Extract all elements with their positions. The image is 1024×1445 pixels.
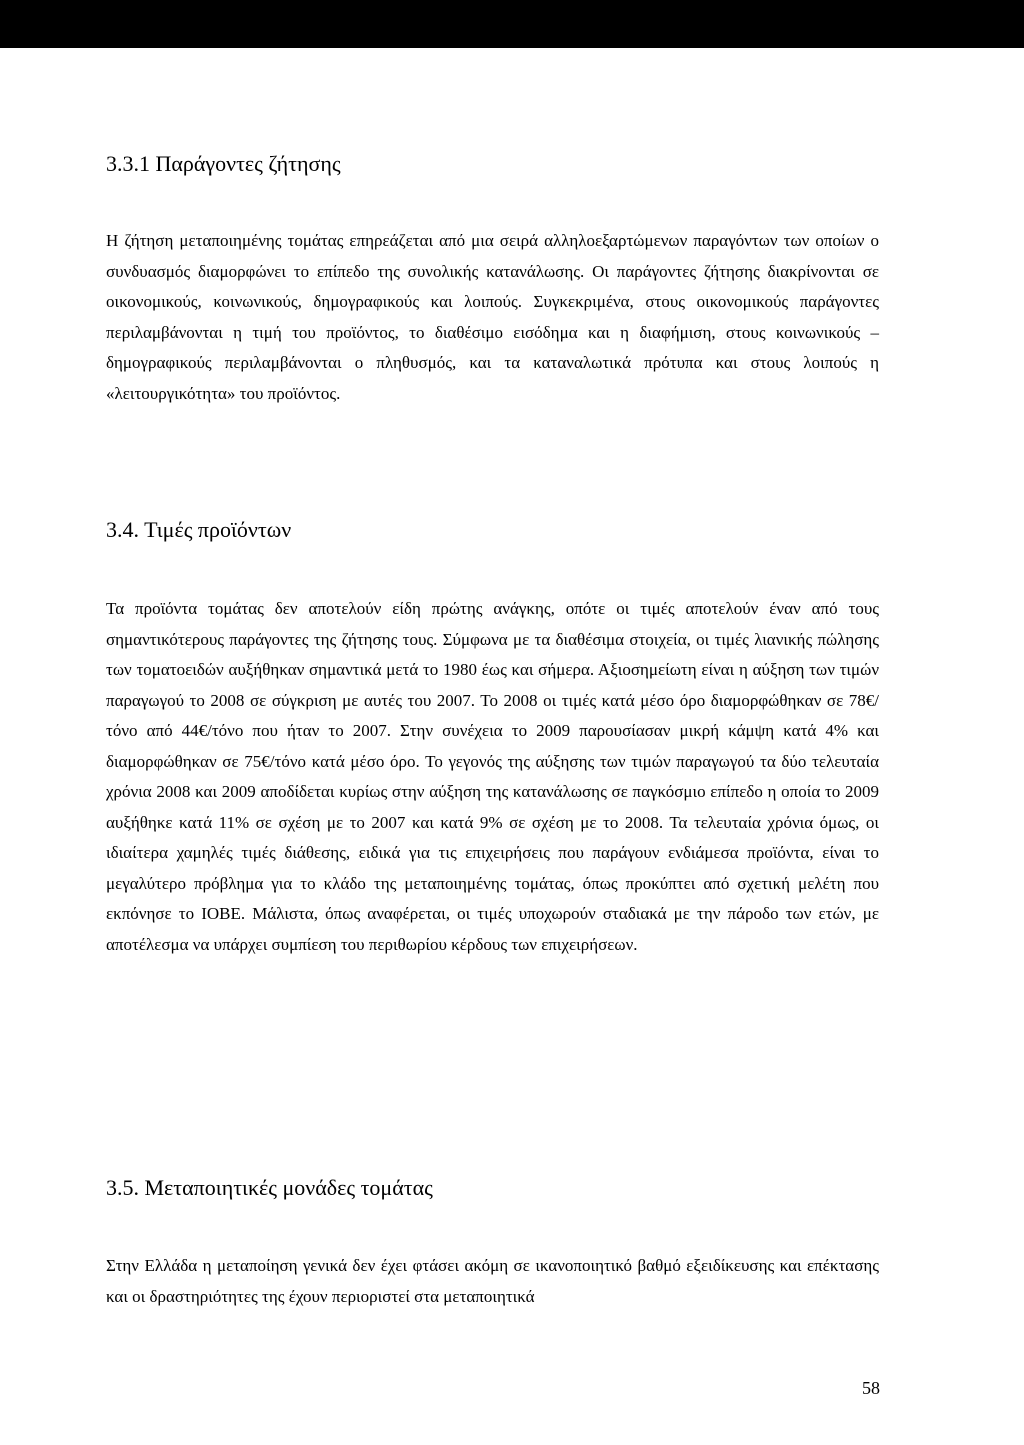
section-heading-processing-units: 3.5. Μεταποιητικές μονάδες τομάτας <box>106 1175 433 1200</box>
paragraph-processing-units: Στην Ελλάδα η μεταποίηση γενικά δεν έχει φτάσει ακόμη σε ικανοποιητικό βαθμό εξειδίκευσης και επέκτασης και οι δραστηριότητες της έχουν περιοριστεί στα μεταποιητικά <box>106 1256 879 1306</box>
section-heading-demand-factors: 3.3.1 Παράγοντες ζήτησης <box>106 151 341 176</box>
section-heading-product-prices: 3.4. Τιμές προϊόντων <box>106 517 292 542</box>
document-page <box>0 48 1024 1445</box>
paragraph-demand-factors: Η ζήτηση μεταποιημένης τομάτας επηρεάζεται από μια σειρά αλληλοεξαρτώμενων παραγόντων των οποίων ο συνδυασμός διαμορφώνει το επίπεδο της συνολικής κατανάλωσης. Οι παράγοντες ζήτησης διακρίνονται σε οικονομικούς, κοινωνικούς, δημογραφικούς και λοιπούς. Συγκεκριμένα, στους οικονομικούς παράγοντες περιλαμβάνονται η τιμή του προϊόντος, το διαθέσιμο εισόδημα και η διαφήμιση, στους κοινωνικούς – δημογραφικούς περιλαμβάνονται ο πληθυσμός, και τα καταναλωτικά πρότυπα και στους λοιπούς η «λειτουργικότητα» του προϊόντος. <box>106 231 879 403</box>
paragraph-product-prices: Τα προϊόντα τομάτας δεν αποτελούν είδη πρώτης ανάγκης, οπότε οι τιμές αποτελούν έναν από τους σημαντικότερους παράγοντες της ζήτησης τους. Σύμφωνα με τα διαθέσιμα στοιχεία, οι τιμές λιανικής πώλησης των τοματοειδών αυξήθηκαν σημαντικά μετά το 1980 έως και σήμερα. Αξιοσημείωτη είναι η αύξηση των τιμών παραγωγού το 2008 σε σύγκριση με αυτές του 2007. Το 2008 οι τιμές κατά μέσο όρο διαμορφώθηκαν σε 78€/τόνο από 44€/τόνο που ήταν το 2007. Στην συνέχεια το 2009 παρουσίασαν μικρή κάμψη κατά 4% και διαμορφώθηκαν σε 75€/τόνο κατά μέσο όρο. Το γεγονός της αύξησης των τιμών παραγωγού τα δύο τελευταία χρόνια 2008 και 2009 αποδίδεται κυρίως στην αύξηση της κατανάλωσης σε παγκόσμιο επίπεδο η οποία το 2009 αυξήθηκε κατά 11% σε σχέση με το 2007 και κατά 9% σε σχέση με το 2008. Τα τελευταία χρόνια όμως, οι ιδιαίτερα χαμηλές τιμές διάθεσης, ειδικά για τις επιχειρήσεις που παράγουν ενδιάμεσα προϊόντα, είναι το μεγαλύτερο πρόβλημα για το κλάδο της μεταποιημένης τομάτας, όπως προκύπτει από σχετική μελέτη που εκπόνησε το ΙΟΒΕ. Μάλιστα, όπως αναφέρεται, οι τιμές υποχωρούν σταδιακά με την πάροδο των ετών, με αποτέλεσμα να υπάρχει συμπίεση του περιθωρίου κέρδους των επιχειρήσεων. <box>106 599 879 954</box>
page-number: 58 <box>862 1378 880 1398</box>
